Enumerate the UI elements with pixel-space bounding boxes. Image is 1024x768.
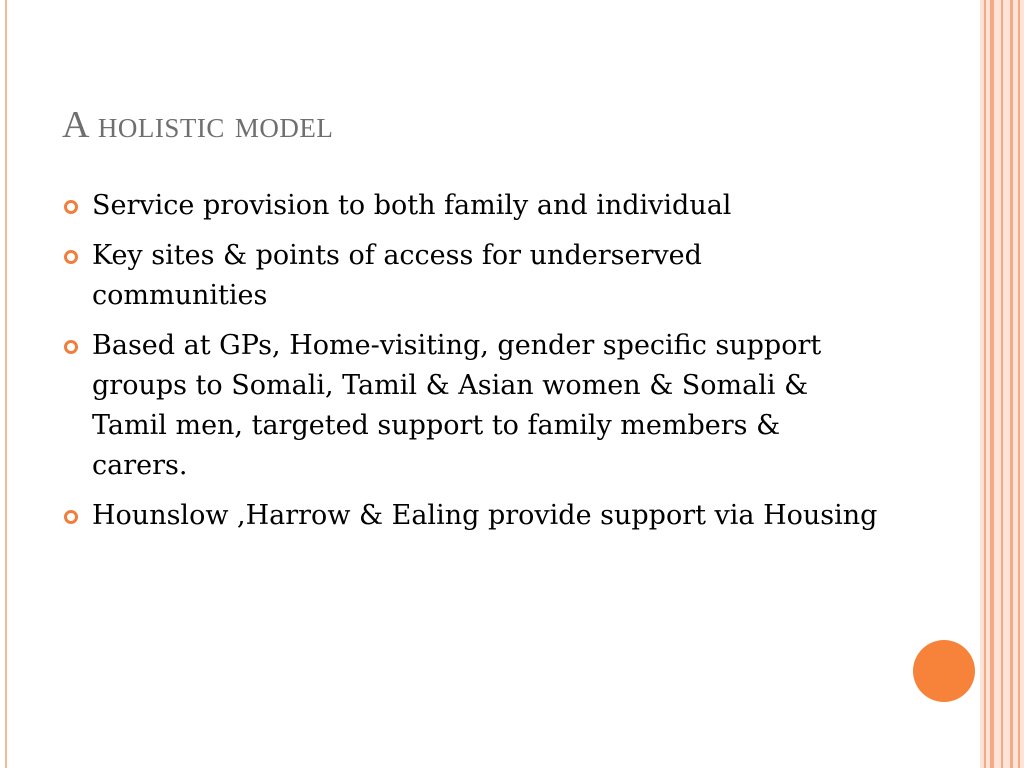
- right-stripe-5: [1018, 0, 1020, 768]
- bullet-item: [62, 496, 882, 536]
- orange-circle-decoration: [913, 640, 975, 702]
- ring-bullet-icon: [64, 250, 78, 264]
- right-stripe-1: [984, 0, 986, 768]
- bullet-item: [62, 326, 882, 486]
- bullet-text: Service provision to both family and individual: [92, 190, 732, 221]
- right-stripe-2: [990, 0, 994, 768]
- bullet-list: [62, 186, 882, 546]
- ring-bullet-icon: [64, 200, 78, 214]
- bullet-item: [62, 186, 882, 226]
- bullet-text: Key sites & points of access for underserved communities: [92, 240, 702, 311]
- ring-bullet-icon: [64, 510, 78, 524]
- slide-title: A holistic model: [62, 104, 334, 146]
- bullet-item: [62, 236, 882, 316]
- right-stripe-4: [1010, 0, 1013, 768]
- bullet-text: Based at GPs, Home-visiting, gender specific support groups to Somali, Tamil & Asian women & Somali & Tamil men, targeted support to family members & carers.: [92, 330, 822, 481]
- ring-bullet-icon: [64, 340, 78, 354]
- left-border-line: [5, 0, 7, 768]
- bullet-text: Hounslow ,Harrow & Ealing provide support via Housing: [92, 500, 878, 531]
- right-stripe-3: [1001, 0, 1003, 768]
